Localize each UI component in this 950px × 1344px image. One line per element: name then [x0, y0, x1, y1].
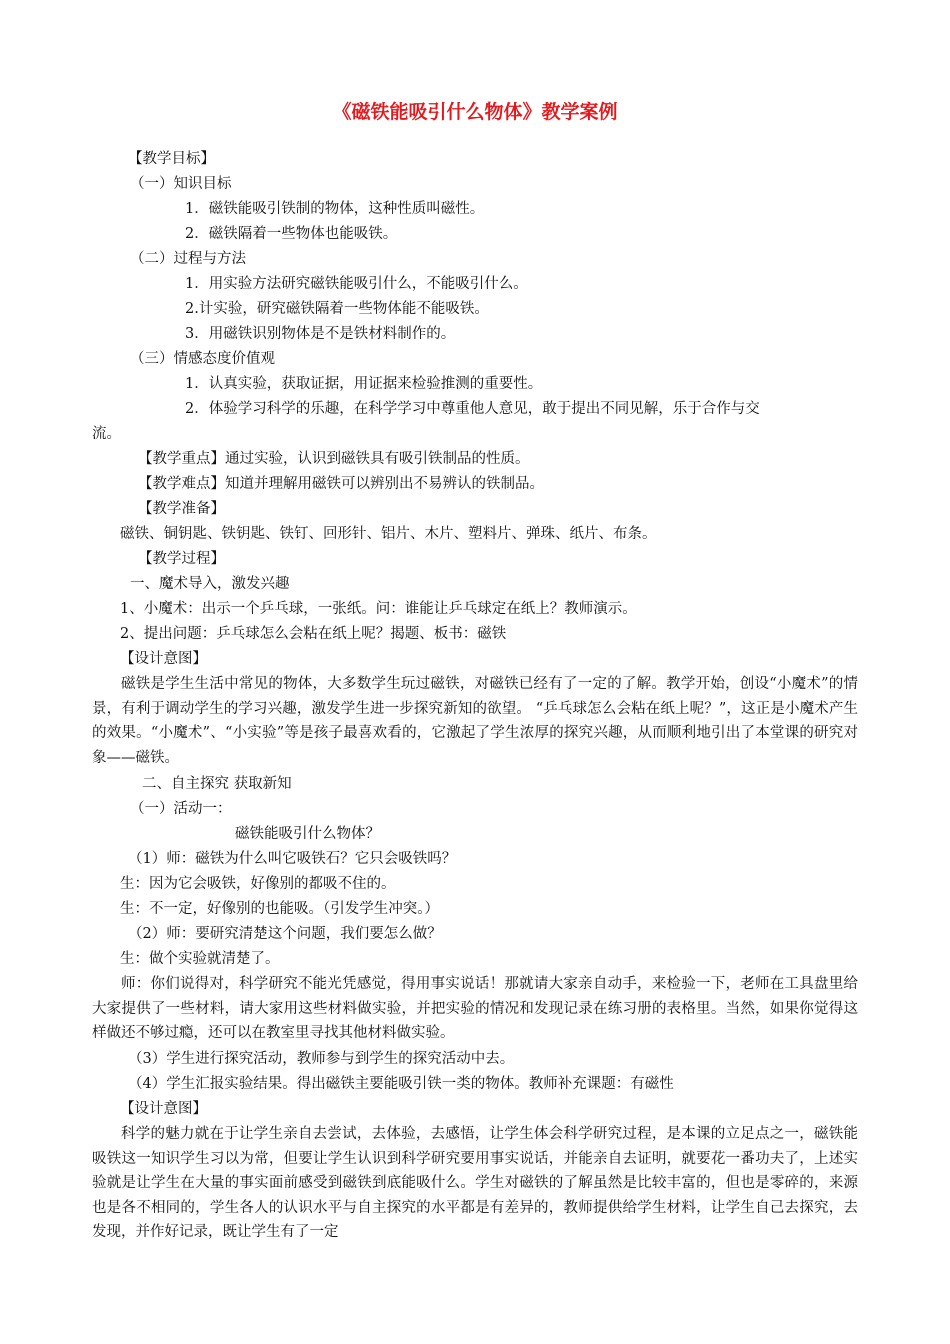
section-heading-1: 一、魔术导入，激发兴趣 [130, 576, 290, 592]
list-item-continuation: 流。 [92, 426, 121, 442]
subheading-process-methods: （二）过程与方法 [130, 251, 246, 267]
dialogue-line: 生：做个实验就清楚了。 [120, 951, 280, 967]
dialogue-line: 生：不一定，好像别的也能吸。（引发学生冲突。） [120, 901, 439, 917]
key-point-line: 【教学重点】通过实验，认识到磁铁具有吸引铁制品的性质。 [138, 451, 530, 467]
dialogue-line: （1）师：磁铁为什么叫它吸铁石？它只会吸铁吗？ [128, 851, 457, 867]
activity-question: 磁铁能吸引什么物体？ [235, 826, 380, 842]
list-item: 1．用实验方法研究磁铁能吸引什么，不能吸引什么。 [185, 276, 528, 292]
heading-preparation: 【教学准备】 [138, 501, 225, 517]
list-item: 2．体验学习科学的乐趣，在科学学习中尊重他人意见，敢于提出不同见解，乐于合作与交 [185, 401, 760, 417]
list-item: 2.计实验，研究磁铁隔着一些物体能不能吸铁。 [185, 301, 489, 317]
dialogue-line: 生：因为它会吸铁，好像别的都吸不住的。 [120, 876, 396, 892]
difficult-point-line: 【教学难点】知道并理解用磁铁可以辨别出不易辨认的铁制品。 [138, 476, 544, 492]
heading-design-intent: 【设计意图】 [120, 651, 207, 667]
subheading-knowledge-goals: （一）知识目标 [130, 176, 232, 192]
activity-heading: （一）活动一： [130, 801, 232, 817]
heading-teaching-process: 【教学过程】 [138, 551, 225, 567]
design-intent-paragraph: 磁铁是学生生活中常见的物体，大多数学生玩过磁铁，对磁铁已经有了一定的了解。教学开始，创设“小魔术”的情景，有利于调动学生的学习兴趣，激发学生进一步探究新知的欲望。 “乒乓球怎么会粘在纸上呢？”，这正是小魔术产生的效果。“小魔术”、“小实验”等是孩子最喜欢看的，它激起了学生浓厚的探究兴趣，从而顺利地引出了本堂课的研究对象——磁铁。 [92, 676, 858, 766]
section-heading-2: 二、自主探究 获取新知 [142, 776, 292, 792]
list-item: 2．磁铁隔着一些物体也能吸铁。 [185, 226, 398, 242]
process-step: 2、提出问题：乒乓球怎么会粘在纸上呢？揭题、板书：磁铁 [120, 626, 507, 642]
list-item: 1．认真实验，获取证据，用证据来检验推测的重要性。 [185, 376, 543, 392]
heading-teaching-goals: 【教学目标】 [128, 151, 215, 167]
teacher-paragraph: 师：你们说得对，科学研究不能光凭感觉，得用事实说话！那就请大家亲自动手，来检验一下，老师在工具盘里给大家提供了一些材料，请大家用这些材料做实验，并把实验的情况和发现记录在练习册的表格里。当然，如果你觉得这样做还不够过瘾，还可以在教室里寻找其他材料做实验。 [92, 976, 858, 1042]
document-title: 《磁铁能吸引什么物体》教学案例 [332, 101, 618, 123]
process-step: （4）学生汇报实验结果。得出磁铁主要能吸引铁一类的物体。教师补充课题：有磁性 [128, 1076, 674, 1092]
materials-list: 磁铁、铜钥匙、铁钥匙、铁钉、回形针、铝片、木片、塑料片、弹珠、纸片、布条。 [120, 526, 657, 542]
list-item: 1．磁铁能吸引铁制的物体，这种性质叫磁性。 [185, 201, 485, 217]
list-item: 3．用磁铁识别物体是不是铁材料制作的。 [185, 326, 456, 342]
subheading-attitude-values: （三）情感态度价值观 [130, 351, 275, 367]
design-intent-paragraph: 科学的魅力就在于让学生亲自去尝试，去体验，去感悟，让学生体会科学研究过程，是本课的立足点之一，磁铁能吸铁这一知识学生习以为常，但要让学生认识到科学研究要用事实说话，并能亲自去证明，就要花一番功夫了，上述实验就是让学生在大量的事实面前感受到磁铁到底能吸什么。学生对磁铁的了解虽然是比较丰富的，但也是零碎的，来源也是各不相同的，学生各人的认识水平与自主探究的水平都是有差异的，教师提供给学生材料，让学生自己去探究，去发现，并作好记录，既让学生有了一定 [92, 1126, 858, 1241]
process-step: 1、小魔术：出示一个乒乓球，一张纸。问：谁能让乒乓球定在纸上？教师演示。 [120, 601, 637, 617]
process-step: （3）学生进行探究活动，教师参与到学生的探究活动中去。 [128, 1051, 515, 1067]
heading-design-intent: 【设计意图】 [120, 1101, 207, 1117]
dialogue-line: （2）师：要研究清楚这个问题，我们要怎么做？ [128, 926, 442, 942]
